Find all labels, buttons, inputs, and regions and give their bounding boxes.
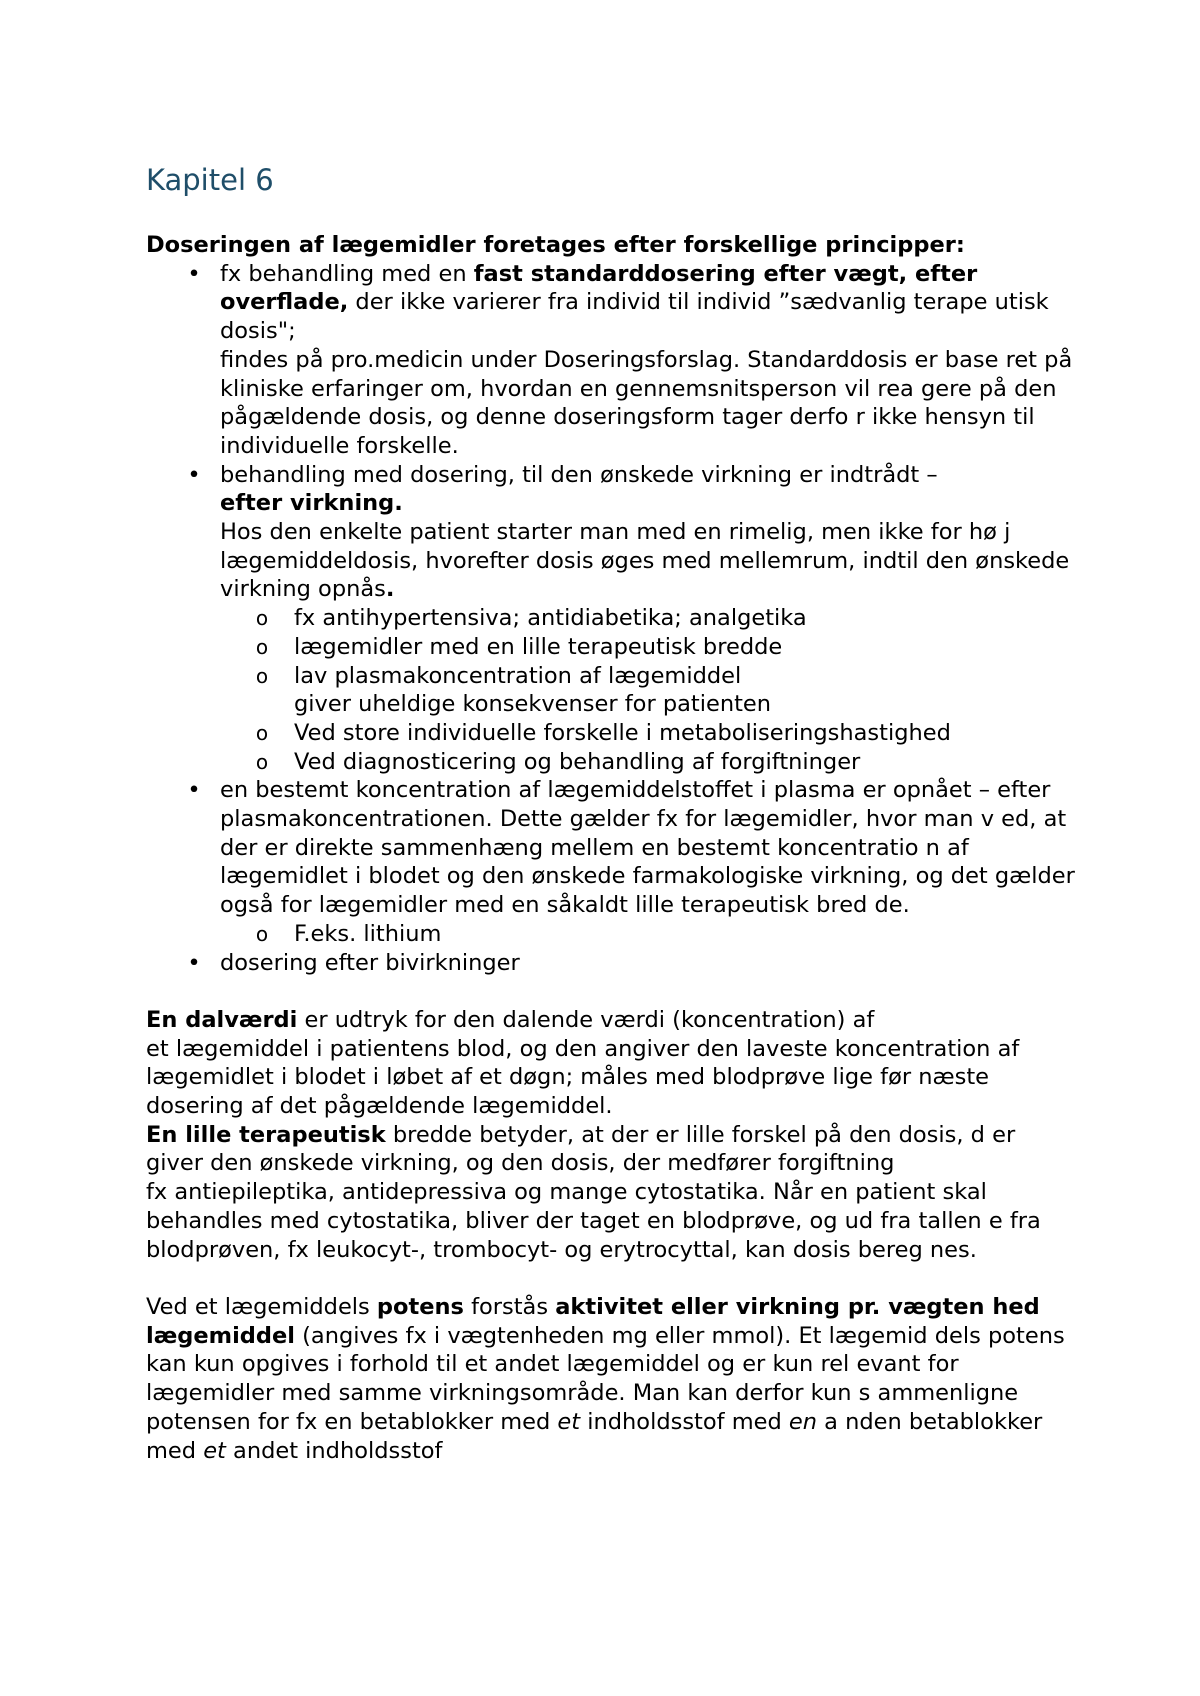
paragraph-text: fx antiepileptika, antidepressiva og mange cytostatika. Når en patient skal behandles med cytostatika, bliver der taget en blodprøve, og ud fra tallen e fra blodprøven, fx leukocyt-, trombocyt- og erytrocyttal, kan dosis bereg nes. bbox=[146, 1179, 1041, 1263]
sub-list-item bbox=[255, 920, 1076, 949]
sub-list-item bbox=[255, 662, 1076, 719]
list-item bbox=[187, 260, 1076, 461]
term-bold: potens bbox=[376, 1293, 464, 1320]
term-bold: En lille terapeutisk bbox=[146, 1121, 386, 1148]
circle-bullet-icon: o bbox=[255, 663, 269, 688]
sub-list-item bbox=[255, 604, 1076, 633]
list-item bbox=[187, 949, 1076, 978]
bullet-icon: • bbox=[187, 461, 201, 488]
bullet-icon: • bbox=[187, 777, 201, 804]
italic-text: et bbox=[557, 1408, 581, 1435]
paragraph-text: indholdsstof med bbox=[580, 1408, 789, 1435]
item-text: en bestemt koncentration af lægemiddelstoffet i plasma er opnået – efter bbox=[220, 777, 1051, 804]
item-text: behandling med dosering, til den ønskede virkning er indtrådt – bbox=[220, 461, 938, 488]
sub-item-text: F.eks. lithium bbox=[294, 920, 442, 947]
spacer bbox=[146, 1264, 1076, 1293]
paragraph-text: er udtryk for den dalende værdi (koncentration) af bbox=[297, 1006, 875, 1033]
paragraph-text: et lægemiddel i patientens blod, og den angiver den laveste koncentration af lægemidlet i blodet i løbet af et døgn; måles med blodprøve lige før næste dosering af det pågældende lægemiddel. bbox=[146, 1035, 1020, 1120]
paragraph-terapeutisk-bredde bbox=[146, 1121, 1076, 1265]
item-detail: plasmakoncentrationen. Dette gælder fx for lægemidler, hvor man v ed, at der er direkte sammenhæng mellem en bestemt koncentratio n af lægemidlet i blodet og den ønskede farmakologiske virkning, og det gælder også for lægemidler med en såkaldt lille terapeutisk bred de. bbox=[220, 806, 1075, 919]
item-text: fx behandling med en bbox=[220, 260, 474, 287]
italic-text: et bbox=[203, 1437, 226, 1464]
section-title: Doseringen af lægemidler foretages efter forskellige principper: bbox=[146, 232, 965, 258]
document-body bbox=[146, 231, 1076, 1465]
circle-bullet-icon: o bbox=[255, 720, 269, 745]
paragraph-text: (angives fx i vægtenheden mg eller mmol). Et lægemid dels potens kan kun opgives i forhold til et andet lægemiddel og er kun rel evant for lægemidler med samme virkningsområde. Man kan derfor kun s ammenligne potensen for fx en betablokker med bbox=[146, 1322, 1065, 1435]
principles-list bbox=[146, 260, 1076, 978]
paragraph-potens bbox=[146, 1293, 1076, 1465]
sub-list-item bbox=[255, 633, 1076, 662]
item-detail: Hos den enkelte patient starter man med en rimelig, men ikke for hø j lægemiddeldosis, hvorefter dosis øges med mellemrum, indtil den ønskede virkning opnås bbox=[220, 519, 1070, 603]
list-item bbox=[187, 776, 1076, 948]
circle-bullet-icon: o bbox=[255, 749, 269, 774]
item-bold-text: efter virkning. bbox=[220, 490, 403, 517]
bullet-icon: • bbox=[187, 260, 201, 287]
paragraph-text: andet indholdsstof bbox=[225, 1437, 443, 1464]
italic-text: en bbox=[788, 1408, 818, 1435]
sub-list bbox=[220, 604, 1076, 776]
sub-list-item bbox=[255, 719, 1076, 748]
paragraph-text: bredde betyder, at der er lille forskel på den dosis, d er giver den ønskede virkning, og den dosis, der medfører forgiftning bbox=[146, 1121, 1016, 1177]
sub-list bbox=[220, 920, 1076, 949]
sub-item-text: lægemidler med en lille terapeutisk bredde bbox=[294, 633, 783, 660]
sub-list-item bbox=[255, 748, 1076, 777]
sub-item-continuation: giver uheldige konsekvenser for patienten bbox=[294, 691, 772, 718]
item-bold-text: fast standarddosering efter vægt, efter overflade, bbox=[220, 260, 978, 316]
bullet-icon: • bbox=[187, 949, 201, 976]
circle-bullet-icon: o bbox=[255, 921, 269, 946]
item-detail: findes på pro.medicin under Doseringsforslag. Standarddosis er base ret på kliniske erfaringer om, hvordan en gennemsnitsperson vil rea gere på den pågældende dosis, og denne doseringsform tager derfo r ikke hensyn til individuelle forskelle. bbox=[220, 346, 1073, 459]
spacer bbox=[146, 977, 1076, 1006]
paragraph-text: a nden betablokker med bbox=[146, 1408, 1043, 1464]
paragraph-dalvaerdi bbox=[146, 1006, 1076, 1121]
sub-item-text: fx antihypertensiva; antidiabetika; analgetika bbox=[294, 605, 807, 632]
item-bold-text: . bbox=[385, 576, 395, 603]
circle-bullet-icon: o bbox=[255, 634, 269, 659]
item-text: dosering efter bivirkninger bbox=[220, 949, 520, 976]
paragraph-text: forstås bbox=[463, 1293, 556, 1320]
term-bold: aktivitet eller virkning pr. vægten hed lægemiddel bbox=[146, 1293, 1040, 1349]
sub-item-text: Ved store individuelle forskelle i metaboliseringshastighed bbox=[294, 719, 951, 746]
term-bold: En dalværdi bbox=[146, 1006, 298, 1033]
sub-item-text: lav plasmakoncentration af lægemiddel bbox=[294, 662, 742, 689]
circle-bullet-icon: o bbox=[255, 606, 269, 631]
paragraph-text: Ved et lægemiddels bbox=[146, 1293, 377, 1320]
sub-item-text: Ved diagnosticering og behandling af forgiftninger bbox=[294, 748, 861, 775]
item-text: der ikke varierer fra individ til individ ”sædvanlig terape utisk dosis"; bbox=[220, 289, 1049, 345]
list-item bbox=[187, 461, 1076, 777]
chapter-heading: Kapitel 6 bbox=[146, 163, 274, 197]
